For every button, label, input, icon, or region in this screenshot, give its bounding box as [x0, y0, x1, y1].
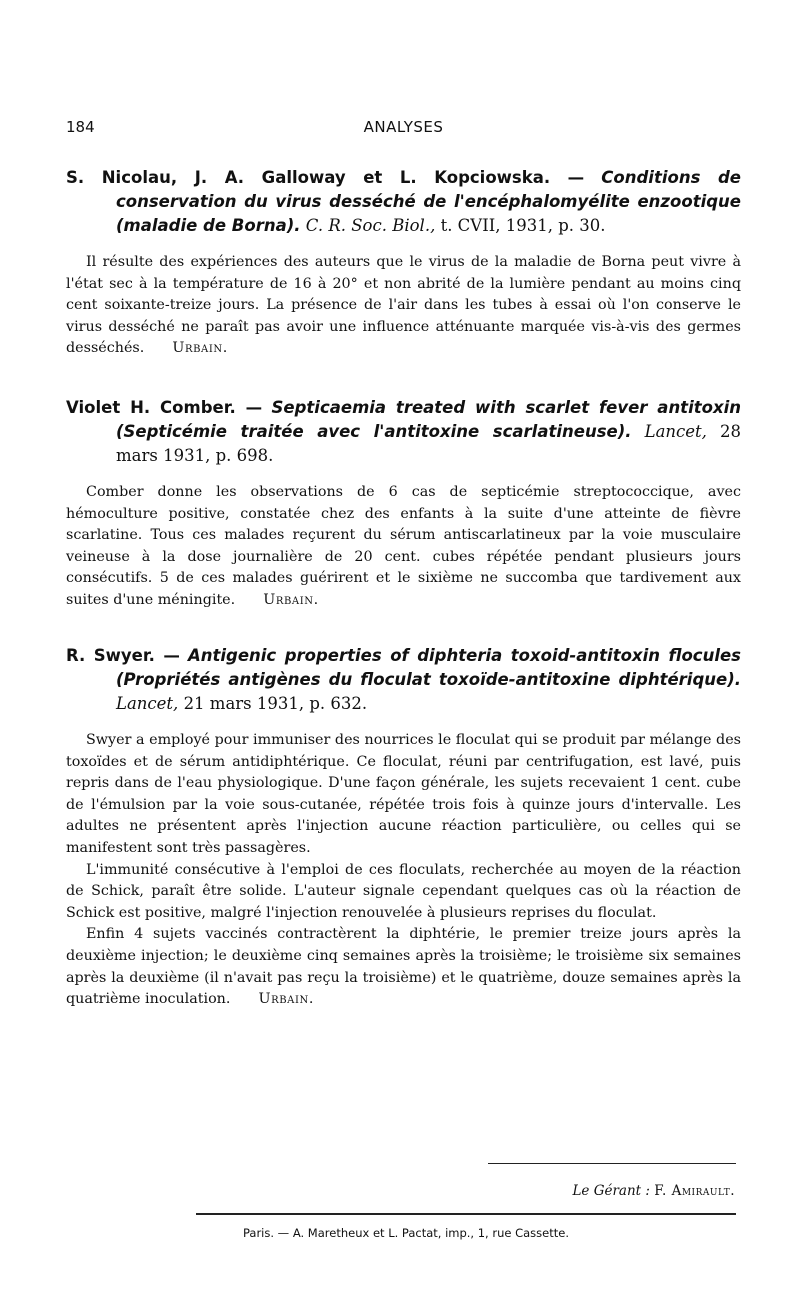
article-nicolau [66, 166, 741, 360]
article-citation [306, 216, 606, 235]
reviewer-signature: Urbain. [263, 591, 319, 608]
article-title: Septicaemia treated with scarlet fever antitoxin (Septicémie traitée avec l'antitoxine scarlatineuse). [116, 398, 741, 441]
paragraph [66, 252, 741, 360]
running-head [66, 118, 741, 142]
article-body [66, 252, 741, 360]
article-body [66, 730, 741, 1011]
article-citation [116, 694, 367, 713]
gerant-role: Le Gérant : [572, 1183, 650, 1199]
printer-imprint: Paris. — A. Maretheux et L. Pactat, imp., 1, rue Cassette. [242, 1226, 569, 1240]
journal-name: C. R. Soc. Biol., [305, 216, 436, 235]
gerant-name: F. Amirault. [654, 1183, 735, 1199]
footer-divider-long [196, 1213, 736, 1215]
footer-divider-short [488, 1163, 736, 1164]
article-comber [66, 396, 741, 612]
citation-details: 28 mars 1931, p. 698. [116, 422, 741, 465]
article-heading [66, 166, 741, 238]
article-heading [66, 644, 741, 716]
citation-details: t. CVII, 1931, p. 30. [440, 216, 606, 235]
paragraph-text: Il résulte des expériences des auteurs que le virus de la maladie de Borna peut vivre à l'état sec à la température de 16 à 20° et non abrité de la lumière pendant au moins cinq cent soixante-treize jours. La présence de l'air dans les tubes à essai où l'on conserve le virus desséché ne paraît pas avoir une influence atténuante marquée vis-à-vis des germes desséchés. [66, 254, 741, 357]
article-title: Conditions de conservation du virus desséché de l'encéphalomyélite enzootique (maladie de Borna). [116, 168, 741, 235]
paragraph [66, 482, 741, 612]
article-heading [66, 396, 741, 468]
paragraph-text: Comber donne les observations de 6 cas de septicémie streptococcique, avec hémoculture positive, constatée chez des enfants à la suite d'une atteinte de fièvre scarlatine. Tous ces malades reçurent du sérum antiscarlatineux par la voie musculaire veineuse à la dose journalière de 20 cent. cubes répétée pendant plusieurs jours consécutifs. 5 de ces malades guérirent et le sixième ne succomba que tardivement aux suites d'une méningite. [66, 484, 741, 608]
paragraph: Swyer a employé pour immuniser des nourrices le floculat qui se produit par mélange des toxoïdes et de sérum antidiphtérique. Ce floculat, réuni par centrifugation, est lavé, puis repris dans de l'eau physiologique. D'une façon générale, les sujets recevaient 1 cent. cube de l'émulsion par la voie sous-cutanée, répétée trois fois à quinze jours d'intervalle. Les adultes ne présentent après l'injection aucune réaction particulière, ou celles qui se manifestent sont très passagères. [66, 732, 741, 856]
citation-details: 21 mars 1931, p. 632. [183, 694, 368, 713]
paragraph-text: Enfin 4 sujets vaccinés contractèrent la diphtérie, le premier treize jours après la deuxième injection; le deuxième cinq semaines après la troisième; le troisième six semaines après la deuxième (il n'avait pas reçu la troisième) et le quatrième, douze semaines après la quatrième inoculation. [66, 926, 741, 1008]
paragraph [66, 924, 741, 1010]
reviewer-signature: Urbain. [172, 340, 228, 357]
article-authors: Violet H. Comber. — [66, 398, 263, 417]
article-authors: R. Swyer. — [66, 646, 180, 665]
journal-name: Lancet, [116, 694, 179, 713]
article-body [66, 482, 741, 612]
article-title: Antigenic properties of diphteria toxoid-antitoxin flocules (Propriétés antigènes du floculat toxoïde-antitoxine diphtérique). [116, 646, 741, 689]
section-title: ANALYSES [363, 118, 444, 136]
article-authors: S. Nicolau, J. A. Galloway et L. Kopciowska. — [66, 168, 585, 187]
reviewer-signature: Urbain. [258, 991, 315, 1008]
journal-name: Lancet, [644, 422, 707, 441]
paragraph: L'immunité consécutive à l'emploi de ces floculats, recherchée au moyen de la réaction de Schick, paraît être solide. L'auteur signale cependant quelques cas où la réaction de Schick est positive, malgré l'injection renouvelée à plusieurs reprises du floculat. [66, 861, 741, 921]
page-number: 184 [66, 118, 95, 136]
gerant-line [490, 1183, 735, 1199]
article-swyer [66, 644, 741, 1011]
